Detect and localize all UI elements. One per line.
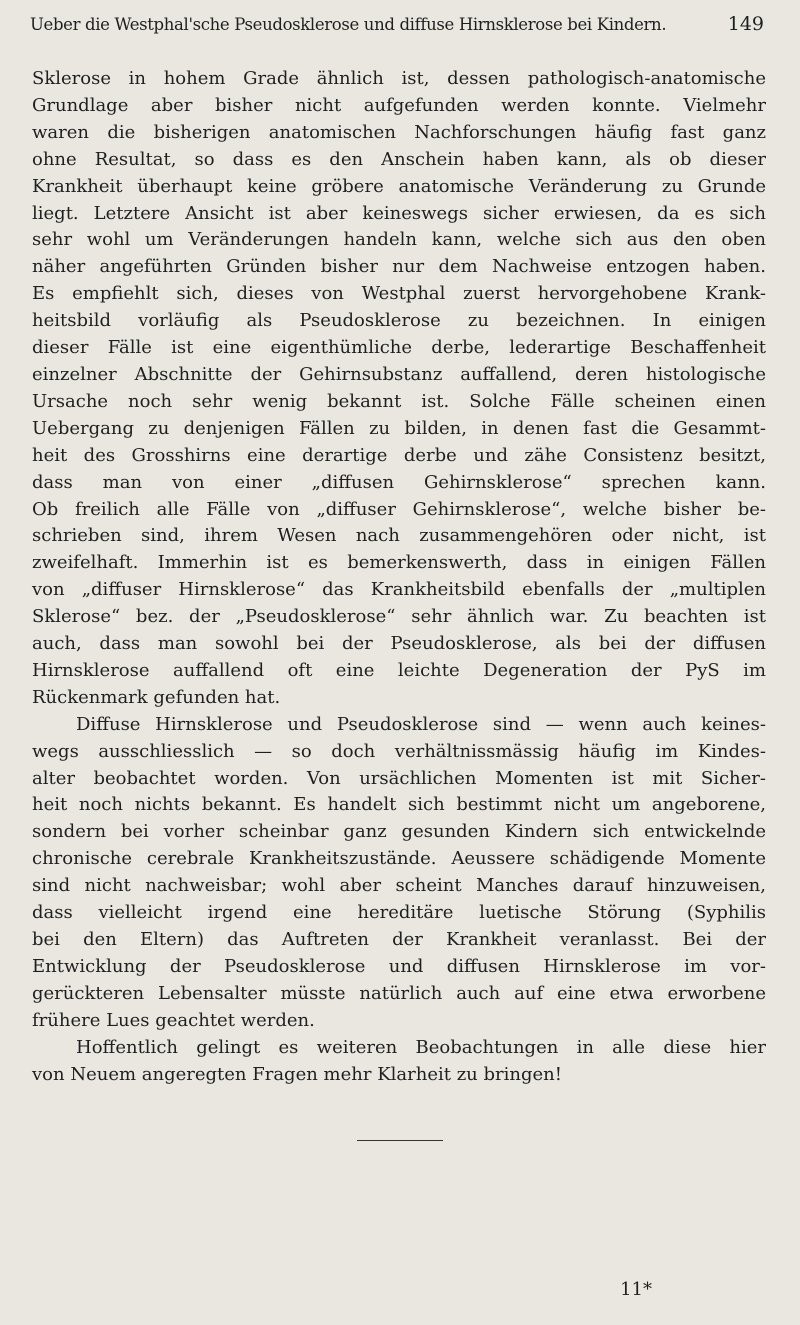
- text-line: Sklerose in hohem Grade ähnlich ist, dessen pathologisch-anatomische: [32, 68, 766, 89]
- text-line: wegs ausschliesslich — so doch verhältnissmässig häufig im Kindes-: [32, 740, 766, 762]
- text-line: zweifelhaft. Immerhin ist es bemerkenswerth, dass in einigen Fällen: [32, 552, 766, 574]
- text-line: näher angeführten Gründen bisher nur dem Nachweise entzogen haben.: [32, 256, 766, 278]
- text-line: waren die bisherigen anatomischen Nachforschungen häufig fast ganz: [32, 121, 766, 143]
- text-line: Hoffentlich gelingt es weiteren Beobachtungen in alle diese hier: [76, 1036, 766, 1058]
- text-line: schrieben sind, ihrem Wesen nach zusammengehören oder nicht, ist: [32, 525, 766, 547]
- text-line: heitsbild vorläufig als Pseudosklerose zu bezeichnen. In einigen: [32, 310, 766, 332]
- running-title: Ueber die Westphal'sche Pseudosklerose und diffuse Hirnsklerose bei Kindern.: [30, 15, 667, 34]
- text-line: bei den Eltern) das Auftreten der Krankheit veranlasst. Bei der: [32, 929, 766, 950]
- text-line: heit noch nichts bekannt. Es handelt sich bestimmt nicht um angeborene,: [32, 794, 766, 816]
- text-line: sondern bei vorher scheinbar ganz gesunden Kindern sich entwickelnde: [32, 821, 766, 843]
- text-line: dieser Fälle ist eine eigenthümliche derbe, lederartige Beschaffenheit: [32, 337, 766, 359]
- text-line: alter beobachtet worden. Von ursächlichen Momenten ist mit Sicher-: [32, 767, 766, 789]
- text-line: Ursache noch sehr wenig bekannt ist. Solche Fälle scheinen einen: [32, 390, 766, 412]
- text-line: Krankheit überhaupt keine gröbere anatomische Veränderung zu Grunde: [32, 175, 766, 197]
- paragraph: [32, 712, 766, 1035]
- text-line: liegt. Letztere Ansicht ist aber keineswegs sicher erwiesen, da es sich: [32, 202, 766, 224]
- paragraph: [32, 1035, 766, 1089]
- text-line: gerückteren Lebensalter müsste natürlich auch auf eine etwa erworbene: [32, 982, 766, 1004]
- signature-mark: 11*: [620, 1279, 652, 1300]
- text-line: Grundlage aber bisher nicht aufgefunden werden konnte. Vielmehr: [32, 94, 766, 116]
- text-line: Ob freilich alle Fälle von „diffuser Gehirnsklerose“, welche bisher be-: [32, 498, 766, 520]
- text-line: frühere Lues geachtet werden.: [32, 1009, 315, 1031]
- text-line: Es empfiehlt sich, dieses von Westphal zuerst hervorgehobene Krank-: [32, 283, 766, 305]
- paragraph: [32, 66, 766, 712]
- text-line: ohne Resultat, so dass es den Anschein haben kann, als ob dieser: [32, 148, 766, 170]
- text-line: Diffuse Hirnsklerose und Pseudosklerose sind — wenn auch keines-: [76, 713, 766, 735]
- text-line: Entwicklung der Pseudosklerose und diffusen Hirnsklerose im vor-: [32, 955, 766, 977]
- text-line: sind nicht nachweisbar; wohl aber scheint Manches darauf hinzuweisen,: [32, 875, 766, 897]
- text-line: von Neuem angeregten Fragen mehr Klarheit zu bringen!: [32, 1063, 562, 1085]
- text-line: dass vielleicht irgend eine hereditäre luetische Störung (Syphilis: [32, 902, 766, 924]
- end-rule: [357, 1140, 443, 1141]
- text-line: heit des Grosshirns eine derartige derbe und zähe Consistenz besitzt,: [32, 444, 766, 466]
- text-line: sehr wohl um Veränderungen handeln kann, welche sich aus den oben: [32, 229, 766, 251]
- text-line: chronische cerebrale Krankheitszustände. Aeussere schädigende Momente: [32, 848, 766, 870]
- text-line: von „diffuser Hirnsklerose“ das Krankheitsbild ebenfalls der „multiplen: [32, 579, 766, 601]
- text-line: einzelner Abschnitte der Gehirnsubstanz auffallend, deren histologische: [32, 363, 766, 385]
- running-head: [30, 10, 766, 38]
- text-line: dass man von einer „diffusen Gehirnsklerose“ sprechen kann.: [32, 471, 766, 493]
- body-text: [32, 66, 766, 1088]
- text-line: Hirnsklerose auffallend oft eine leichte Degeneration der PyS im: [32, 659, 766, 681]
- text-line: Rückenmark gefunden hat.: [32, 686, 281, 708]
- page-number: 149: [727, 13, 764, 35]
- text-line: Uebergang zu denjenigen Fällen zu bilden, in denen fast die Gesammt-: [32, 417, 766, 439]
- text-line: Sklerose“ bez. der „Pseudosklerose“ sehr ähnlich war. Zu beachten ist: [32, 606, 766, 628]
- text-line: auch, dass man sowohl bei der Pseudosklerose, als bei der diffusen: [32, 633, 766, 655]
